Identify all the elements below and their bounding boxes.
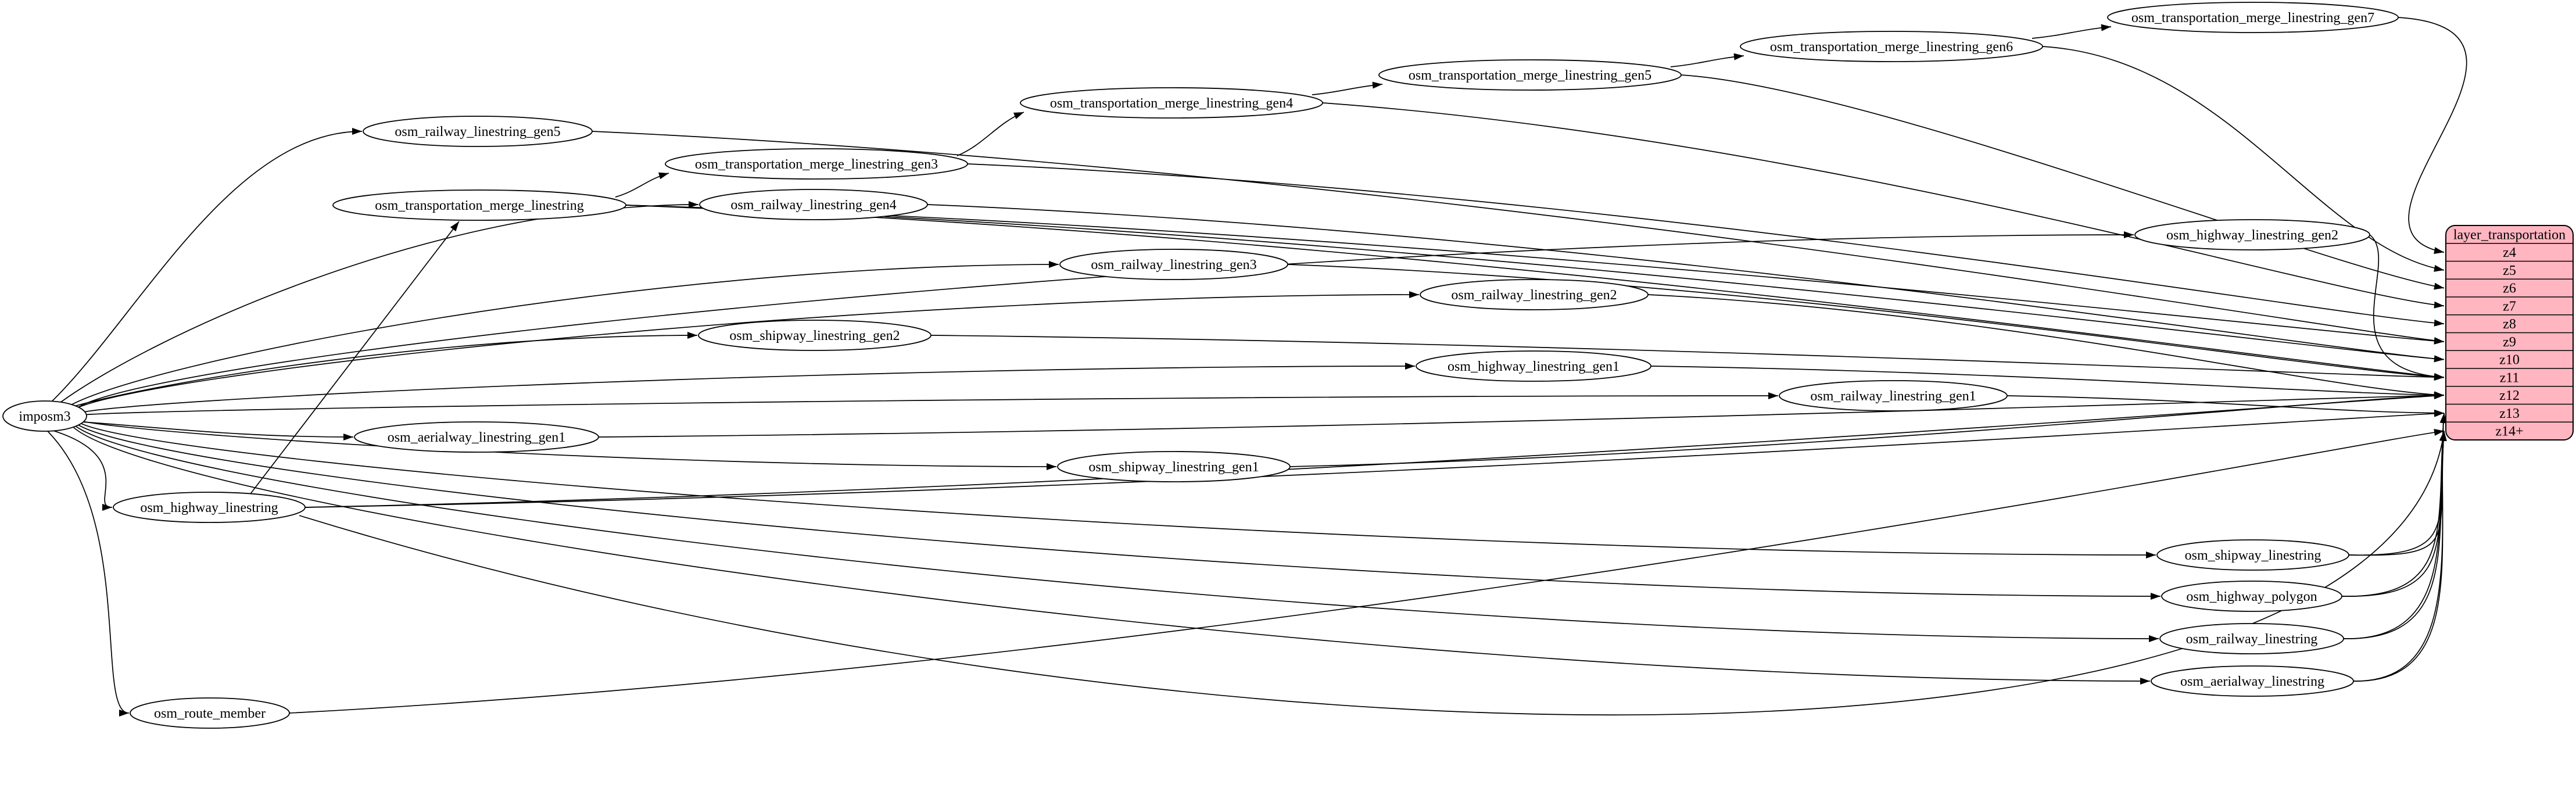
node-label-osm_transportation_merge_linestring_gen7: osm_transportation_merge_linestring_gen7	[2131, 10, 2375, 26]
edge-imposm3-to-osm_railway_linestring_gen2	[78, 291, 1419, 407]
edge-line	[78, 295, 1419, 407]
node-label-imposm3: imposm3	[19, 409, 71, 424]
node-osm_railway_linestring	[2160, 624, 2344, 654]
edge-osm_shipway_linestring_gen2-to-record-z11	[931, 335, 2444, 381]
arrowhead-icon	[2149, 635, 2159, 642]
record-row-z12: z12	[2499, 388, 2520, 404]
node-osm_railway_linestring_gen2	[1420, 280, 1648, 310]
edge-line	[1681, 75, 2444, 288]
edge-imposm3-to-osm_shipway_linestring_gen2	[75, 332, 697, 406]
node-osm_highway_linestring_gen2	[2135, 220, 2370, 250]
edge-osm_highway_polygon-to-record-z14+	[2342, 431, 2447, 596]
node-osm_transportation_merge_linestring_gen7	[2108, 2, 2398, 33]
edge-line	[2342, 413, 2444, 596]
arrowhead-icon	[2146, 552, 2156, 558]
record-row-z11: z11	[2499, 370, 2520, 386]
arrowhead-icon	[343, 434, 353, 441]
node-label-osm_route_member: osm_route_member	[154, 706, 266, 721]
record-row-z10: z10	[2499, 352, 2520, 368]
record-row-z4: z4	[2503, 245, 2516, 261]
edge-line	[305, 395, 2444, 507]
node-label-osm_transportation_merge_linestring_gen3: osm_transportation_merge_linestring_gen3	[694, 157, 938, 172]
edge-line	[78, 425, 2161, 596]
node-label-osm_railway_linestring: osm_railway_linestring	[2186, 632, 2318, 647]
node-osm_shipway_linestring_gen1	[1058, 452, 1290, 482]
arrowhead-icon	[102, 504, 112, 511]
node-label-osm_highway_linestring_gen2: osm_highway_linestring_gen2	[2166, 228, 2338, 243]
edge-line	[2353, 431, 2444, 681]
node-label-osm_aerialway_linestring: osm_aerialway_linestring	[2180, 674, 2324, 689]
node-osm_railway_linestring_gen5	[363, 116, 592, 146]
record-row-z8: z8	[2503, 317, 2516, 332]
arrowhead-icon	[1373, 82, 1382, 89]
node-osm_transportation_merge_linestring_gen3	[665, 149, 968, 179]
arrowhead-icon	[2434, 283, 2444, 290]
record-row-z6: z6	[2503, 281, 2516, 296]
edge-osm_transportation_merge_linestring-to-osm_transportation_merge_linestring_gen3	[615, 173, 669, 197]
node-osm_transportation_merge_linestring_gen4	[1020, 88, 1323, 118]
edge-osm_highway_linestring-to-osm_transportation_merge_linestring	[250, 221, 459, 495]
edge-line	[2349, 431, 2444, 556]
record-row-z14+: z14+	[2495, 424, 2524, 439]
edge-imposm3-to-osm_aerialway_linestring_gen1	[83, 422, 353, 441]
edge-osm_shipway_linestring-to-record-z14+	[2349, 431, 2447, 556]
edge-line	[2349, 413, 2444, 555]
node-label-osm_highway_linestring: osm_highway_linestring	[140, 500, 278, 515]
node-label-osm_transportation_merge_linestring: osm_transportation_merge_linestring	[375, 198, 584, 213]
edge-line	[2344, 431, 2444, 639]
arrowhead-icon	[658, 173, 669, 180]
node-label-osm_shipway_linestring_gen2: osm_shipway_linestring_gen2	[729, 328, 900, 343]
arrowhead-icon	[687, 332, 697, 339]
edge-osm_transportation_merge_linestring_gen5-to-osm_transportation_merge_linestring_gen6	[1671, 53, 1744, 67]
record-row-z7: z7	[2503, 299, 2516, 314]
node-label-osm_transportation_merge_linestring_gen6: osm_transportation_merge_linestring_gen6	[1769, 40, 2013, 55]
edge-osm_transportation_merge_linestring_gen4-to-osm_transportation_merge_linestring_gen5	[1312, 82, 1382, 95]
node-osm_railway_linestring_gen3	[1060, 249, 1288, 280]
node-label-osm_railway_linestring_gen1: osm_railway_linestring_gen1	[1810, 389, 1976, 404]
edge-line	[305, 413, 2444, 507]
arrowhead-icon	[2151, 593, 2161, 600]
edge-line	[2398, 17, 2467, 252]
edge-line	[47, 431, 129, 713]
edge-line	[1312, 84, 1382, 95]
edge-line	[2353, 413, 2444, 681]
edge-line	[1671, 56, 1744, 67]
arrowhead-icon	[1405, 363, 1415, 370]
edge-imposm3-to-osm_railway_linestring_gen5	[52, 128, 362, 402]
node-imposm3	[3, 401, 87, 431]
node-label-osm_railway_linestring_gen4: osm_railway_linestring_gen4	[730, 198, 897, 213]
edge-line	[250, 221, 459, 495]
arrowhead-icon	[2101, 24, 2111, 31]
node-osm_transportation_merge_linestring	[333, 190, 626, 220]
arrowhead-icon	[1047, 463, 1056, 470]
node-osm_highway_polygon	[2162, 581, 2342, 611]
edge-imposm3-to-osm_highway_linestring_gen1	[84, 363, 1415, 412]
arrowhead-icon	[2434, 265, 2444, 272]
node-label-osm_railway_linestring_gen5: osm_railway_linestring_gen5	[395, 124, 561, 139]
arrowhead-icon	[2434, 410, 2444, 417]
record-node-layer_transportation	[2446, 225, 2573, 440]
edge-osm_highway_polygon-to-record-z13	[2342, 413, 2447, 596]
edge-line	[289, 431, 2444, 713]
node-label-osm_highway_linestring_gen1: osm_highway_linestring_gen1	[1448, 359, 1620, 374]
edge-osm_railway_linestring-to-record-z13	[2344, 413, 2447, 639]
edge-osm_transportation_merge_linestring_gen7-to-record-z4	[2398, 17, 2467, 254]
node-label-osm_aerialway_linestring_gen1: osm_aerialway_linestring_gen1	[387, 430, 566, 445]
node-osm_shipway_linestring_gen2	[698, 320, 931, 350]
edge-line	[299, 431, 2444, 715]
node-osm_railway_linestring_gen4	[700, 189, 927, 220]
arrowhead-icon	[1049, 261, 1059, 268]
node-label-osm_highway_polygon: osm_highway_polygon	[2186, 589, 2317, 604]
node-osm_route_member	[130, 698, 289, 728]
node-osm_shipway_linestring	[2157, 540, 2349, 570]
arrowhead-icon	[1768, 392, 1778, 399]
edge-line	[957, 112, 1024, 156]
edge-line	[931, 335, 2444, 377]
record-title: layer_transportation	[2453, 227, 2566, 243]
arrowhead-icon	[352, 128, 362, 135]
arrowhead-icon	[450, 221, 459, 231]
record-row-z13: z13	[2499, 406, 2520, 421]
edge-imposm3-to-osm_railway_linestring_gen4	[60, 201, 698, 402]
edge-line	[2342, 431, 2444, 596]
record-row-z9: z9	[2503, 334, 2516, 350]
arrowhead-icon	[2434, 247, 2444, 254]
edge-osm_transportation_merge_linestring_gen3-to-osm_transportation_merge_linestring_gen4	[957, 112, 1024, 156]
edge-imposm3-to-osm_railway_linestring_gen1	[85, 392, 1778, 415]
arrowhead-icon	[1734, 53, 1744, 60]
edge-line	[2032, 27, 2111, 38]
arrowhead-icon	[2434, 355, 2444, 362]
node-label-osm_transportation_merge_linestring_gen5: osm_transportation_merge_linestring_gen5	[1408, 68, 1652, 83]
edge-osm_highway_linestring-to-record-z14+	[299, 431, 2446, 715]
edge-osm_transportation_merge_linestring_gen4-to-record-z7	[1323, 103, 2444, 309]
edge-osm_shipway_linestring-to-record-z13	[2349, 413, 2447, 555]
node-label-osm_railway_linestring_gen3: osm_railway_linestring_gen3	[1091, 257, 1257, 273]
node-label-osm_shipway_linestring: osm_shipway_linestring	[2184, 548, 2321, 563]
node-label-osm_railway_linestring_gen2: osm_railway_linestring_gen2	[1451, 288, 1617, 303]
arrowhead-icon	[1013, 112, 1024, 119]
arrowhead-icon	[1409, 291, 1419, 298]
arrowhead-icon	[2434, 320, 2444, 327]
node-osm_aerialway_linestring	[2151, 666, 2353, 696]
edge-line	[53, 431, 112, 507]
node-osm_transportation_merge_linestring_gen6	[1740, 31, 2043, 62]
edge-imposm3-to-osm_highway_polygon	[78, 425, 2161, 600]
edge-osm_railway_linestring-to-record-z14+	[2344, 431, 2447, 639]
node-osm_highway_linestring_gen1	[1416, 351, 1651, 381]
edge-osm_transportation_merge_linestring_gen6-to-osm_transportation_merge_linestring_gen7	[2032, 24, 2111, 38]
edge-line	[85, 396, 1778, 415]
edge-line	[60, 205, 698, 402]
edge-line	[75, 335, 697, 406]
edge-imposm3-to-osm_highway_linestring	[53, 431, 112, 511]
arrowhead-icon	[2434, 302, 2444, 309]
node-label-osm_transportation_merge_linestring_gen4: osm_transportation_merge_linestring_gen4	[1049, 96, 1294, 111]
edge-line	[2344, 413, 2444, 639]
node-osm_transportation_merge_linestring_gen5	[1379, 60, 1681, 90]
node-osm_highway_linestring	[113, 492, 305, 522]
edge-osm_transportation_merge_linestring_gen5-to-record-z6	[1681, 75, 2444, 289]
node-label-osm_shipway_linestring_gen1: osm_shipway_linestring_gen1	[1088, 460, 1259, 475]
nodes-layer	[3, 2, 2398, 728]
edge-imposm3-to-osm_route_member	[47, 431, 129, 717]
node-osm_aerialway_linestring_gen1	[354, 422, 599, 452]
arrowhead-icon	[2140, 678, 2150, 685]
edge-line	[52, 131, 362, 402]
arrowhead-icon	[119, 710, 129, 717]
edge-line	[84, 366, 1415, 412]
arrowhead-icon	[2434, 374, 2444, 381]
record-row-z5: z5	[2503, 263, 2516, 278]
node-osm_railway_linestring_gen1	[1779, 381, 2007, 411]
